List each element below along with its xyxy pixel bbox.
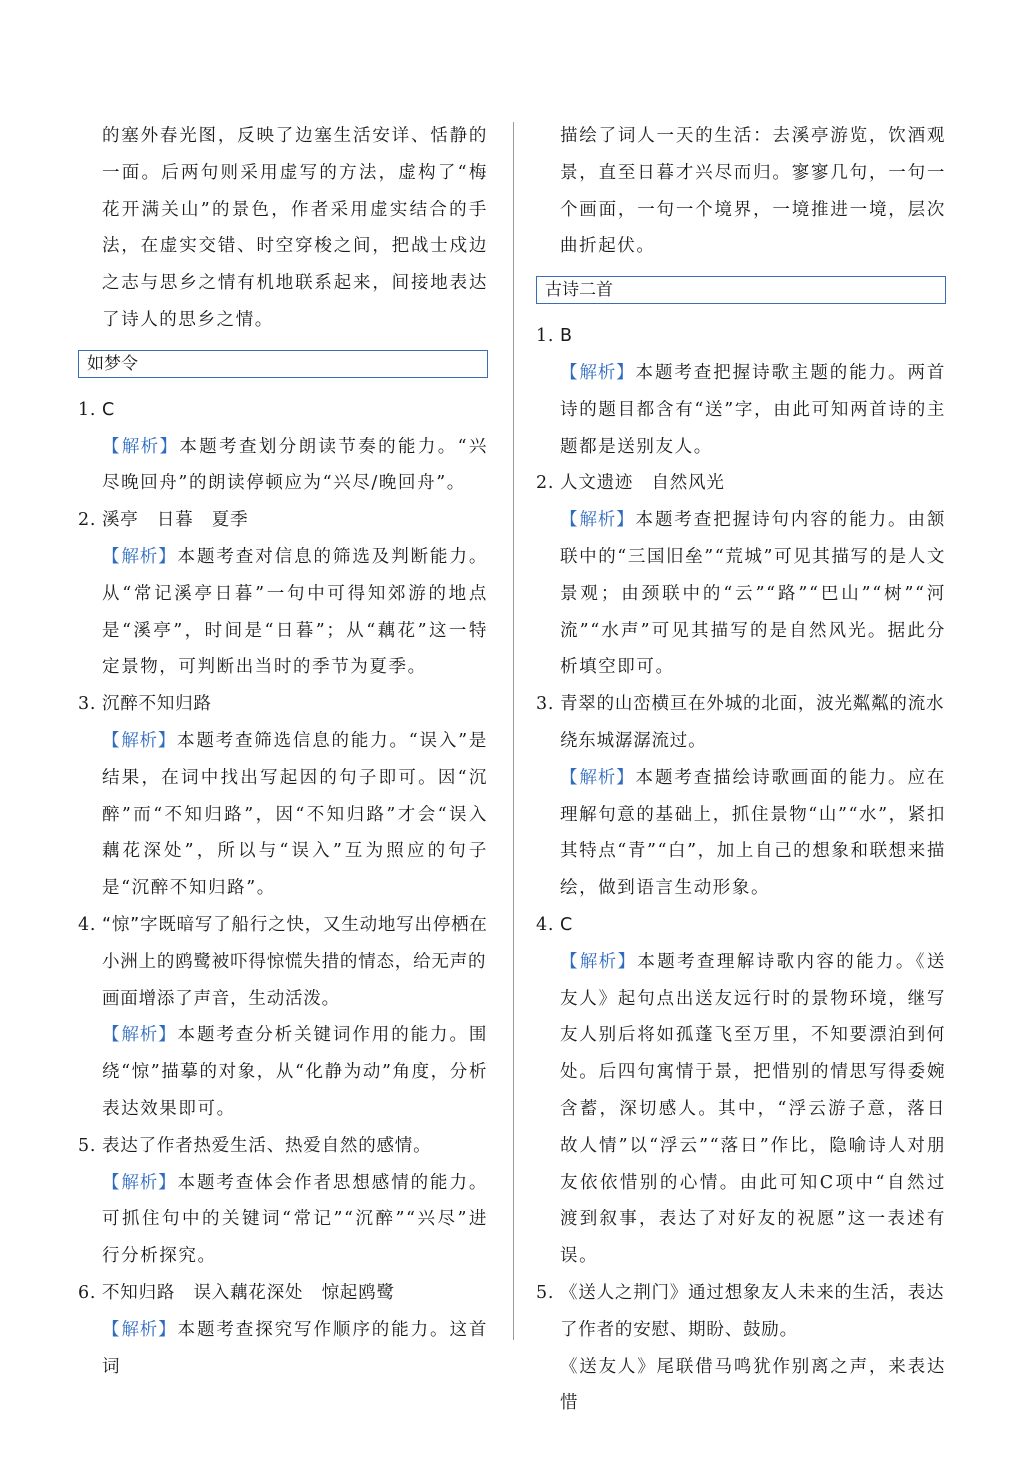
answer-text: 不知归路 误入藕花深处 惊起鸥鹭 [102, 1282, 395, 1303]
question-number: 3. [78, 694, 97, 715]
analysis: 【解析】本题考查分析关键词作用的能力。围绕“惊”描摹的对象，从“化静为动”角度，分析表达效果即可。 [102, 1025, 489, 1119]
right-column [536, 118, 946, 1422]
analysis-tag: 解析 [121, 730, 158, 751]
question-number: 1. [536, 326, 555, 347]
question-number: 2. [536, 473, 555, 494]
question-1 [78, 392, 488, 502]
analysis: 【解析】本题考查把握诗句内容的能力。由颔联中的“三国旧垒”“荒城”可见其描写的是人文景观；由颈联中的“云”“路”“巴山”“树”“河流”“水声”可见其描写的是自然风光。据此分析填空即可。 [560, 510, 947, 678]
question-number: 6. [78, 1282, 97, 1303]
question-2 [536, 465, 946, 686]
analysis-text: 本题考查把握诗句内容的能力。由颔联中的“三国旧垒”“荒城”可见其描写的是人文景观；由颈联中的“云”“路”“巴山”“树”“河流”“水声”可见其描写的是自然风光。据此分析填空即可。 [560, 510, 947, 678]
question-4 [536, 907, 946, 1275]
analysis: 【解析】本题考查对信息的筛选及判断能力。从“常记溪亭日暮”一句中可得知郊游的地点是“溪亭”，时间是“日暮”；从“藕花”这一特定景物，可判断出当时的季节为夏季。 [102, 546, 489, 678]
answer-text: C [560, 914, 574, 935]
analysis-text: 本题考查分析关键词作用的能力。围绕“惊”描摹的对象，从“化静为动”角度，分析表达效果即可。 [102, 1025, 489, 1119]
answer-text: 青翠的山峦横亘在外城的北面，波光粼粼的流水绕东城潺潺流过。 [560, 694, 945, 751]
analysis-tag: 解析 [121, 546, 159, 567]
question-3 [536, 686, 946, 907]
analysis-text: 本题考查划分朗读节奏的能力。“兴尽晚回舟”的朗读停顿应为“兴尽/晚回舟”。 [102, 436, 489, 494]
answer-text: 表达了作者热爱生活、热爱自然的感情。 [102, 1135, 432, 1156]
analysis-tag: 解析 [121, 1319, 159, 1340]
question-5 [536, 1275, 946, 1422]
analysis-text: 本题考查对信息的筛选及判断能力。从“常记溪亭日暮”一句中可得知郊游的地点是“溪亭”，时间是“日暮”；从“藕花”这一特定景物，可判断出当时的季节为夏季。 [102, 546, 489, 678]
analysis: 【解析】本题考查把握诗歌主题的能力。两首诗的题目都含有“送”字，由此可知两首诗的主题都是送别友人。 [560, 362, 947, 457]
question-number: 2. [78, 510, 97, 531]
analysis-text: 本题考查描绘诗歌画面的能力。应在理解句意的基础上，抓住景物“山”“水”，紧扣其特点“青”“白”，加上自己的想象和联想来描绘，做到语言生动形象。 [560, 767, 947, 899]
question-2 [78, 502, 488, 686]
analysis: 【解析】本题考查探究写作顺序的能力。这首词 [102, 1319, 489, 1377]
section-title-gushi-ershou: 古诗二首 [536, 276, 946, 304]
question-number: 1. [78, 399, 97, 420]
question-number: 5. [536, 1282, 555, 1303]
analysis: 【解析】本题考查体会作者思想感情的能力。可抓住句中的关键词“常记”“沉醉”“兴尽”进行分析探究。 [102, 1172, 489, 1267]
analysis-tag: 解析 [121, 1025, 159, 1046]
answer-text: 《送人之荆门》通过想象友人未来的生活，表达了作者的安慰、期盼、鼓励。 [560, 1282, 945, 1340]
analysis-text: 本题考查探究写作顺序的能力。这首词 [102, 1319, 489, 1377]
intro-paragraph: 的塞外春光图，反映了边塞生活安详、恬静的一面。后两句则采用虚写的方法，虚构了“梅花开满关山”的景色，作者采用虚实结合的手法，在虚实交错、时空穿梭之间，把战士戍边之志与思乡之情有机地联系起来，间接地表达了诗人的思乡之情。 [102, 126, 488, 330]
analysis-tag: 解析 [579, 767, 617, 788]
analysis: 【解析】本题考查理解诗歌内容的能力。《送友人》起句点出送友远行时的景物环境，继写友人别后将如孤蓬飞至万里，不知要漂泊到何处。后四句寓情于景，把惜别的情思写得委婉含蓄，深切感人。其中，“浮云游子意，落日故人情”以“浮云”“落日”作比，隐喻诗人对朋友依依惜别的心情。由此可知C项中“自然过渡到叙事，表达了对好友的祝愿”这一表述有误。 [560, 951, 946, 1267]
question-number: 3. [536, 694, 555, 715]
analysis-tag: 解析 [579, 362, 617, 383]
analysis-tag: 解析 [121, 1172, 159, 1193]
question-number: 4. [536, 914, 555, 935]
question-1 [536, 318, 946, 465]
analysis-text: 本题考查体会作者思想感情的能力。可抓住句中的关键词“常记”“沉醉”“兴尽”进行分析探究。 [102, 1172, 489, 1267]
analysis-tag: 解析 [121, 436, 160, 457]
section-title-rumengling: 如梦令 [78, 350, 488, 378]
question-5 [78, 1128, 488, 1275]
analysis: 【解析】本题考查筛选信息的能力。“误入”是结果，在词中找出写起因的句子即可。因“沉醉”而“不知归路”，因“不知归路”才会“误入藕花深处”，所以与“误入”互为照应的句子是“沉醉不知归路”。 [102, 730, 488, 899]
question-4 [78, 907, 488, 1128]
answer-text: C [102, 399, 116, 420]
left-column [78, 118, 488, 1385]
question-number: 5. [78, 1135, 97, 1156]
analysis: 【解析】本题考查划分朗读节奏的能力。“兴尽晚回舟”的朗读停顿应为“兴尽/晚回舟”。 [102, 436, 489, 494]
answer-text: B [560, 326, 573, 347]
analysis-text: 本题考查把握诗歌主题的能力。两首诗的题目都含有“送”字，由此可知两首诗的主题都是送别友人。 [560, 362, 947, 457]
answer-continuation: 《送友人》尾联借马鸣犹作别离之声，来表达惜 [560, 1356, 946, 1414]
answer-text: 溪亭 日暮 夏季 [102, 510, 249, 531]
question-3 [78, 686, 488, 907]
answer-text: “惊”字既暗写了船行之快，又生动地写出停栖在小洲上的鸥鹭被吓得惊慌失措的情态，给无声的画面增添了声音，生动活泼。 [102, 914, 488, 1009]
analysis-tag: 解析 [579, 510, 617, 531]
question-number: 4. [78, 914, 97, 935]
analysis-text: 本题考查理解诗歌内容的能力。《送友人》起句点出送友远行时的景物环境，继写友人别后将如孤蓬飞至万里，不知要漂泊到何处。后四句寓情于景，把惜别的情思写得委婉含蓄，深切感人。其中，“浮云游子意，落日故人情”以“浮云”“落日”作比，隐喻诗人对朋友依依惜别的心情。由此可知C项中“自然过渡到叙事，表达了对好友的祝愿”这一表述有误。 [560, 951, 946, 1267]
analysis-tag: 解析 [579, 951, 618, 972]
analysis-text: 本题考查筛选信息的能力。“误入”是结果，在词中找出写起因的句子即可。因“沉醉”而“不知归路”，因“不知归路”才会“误入藕花深处”，所以与“误入”互为照应的句子是“沉醉不知归路”。 [102, 730, 488, 899]
continuation-paragraph: 描绘了词人一天的生活：去溪亭游览，饮酒观景，直至日暮才兴尽而归。寥寥几句，一句一个画面，一句一个境界，一境推进一境，层次曲折起伏。 [560, 126, 946, 257]
answer-text: 人文遗迹 自然风光 [560, 473, 725, 494]
answer-text: 沉醉不知归路 [102, 694, 212, 715]
column-divider [513, 122, 514, 1340]
question-6 [78, 1275, 488, 1385]
analysis: 【解析】本题考查描绘诗歌画面的能力。应在理解句意的基础上，抓住景物“山”“水”，紧扣其特点“青”“白”，加上自己的想象和联想来描绘，做到语言生动形象。 [560, 767, 947, 899]
